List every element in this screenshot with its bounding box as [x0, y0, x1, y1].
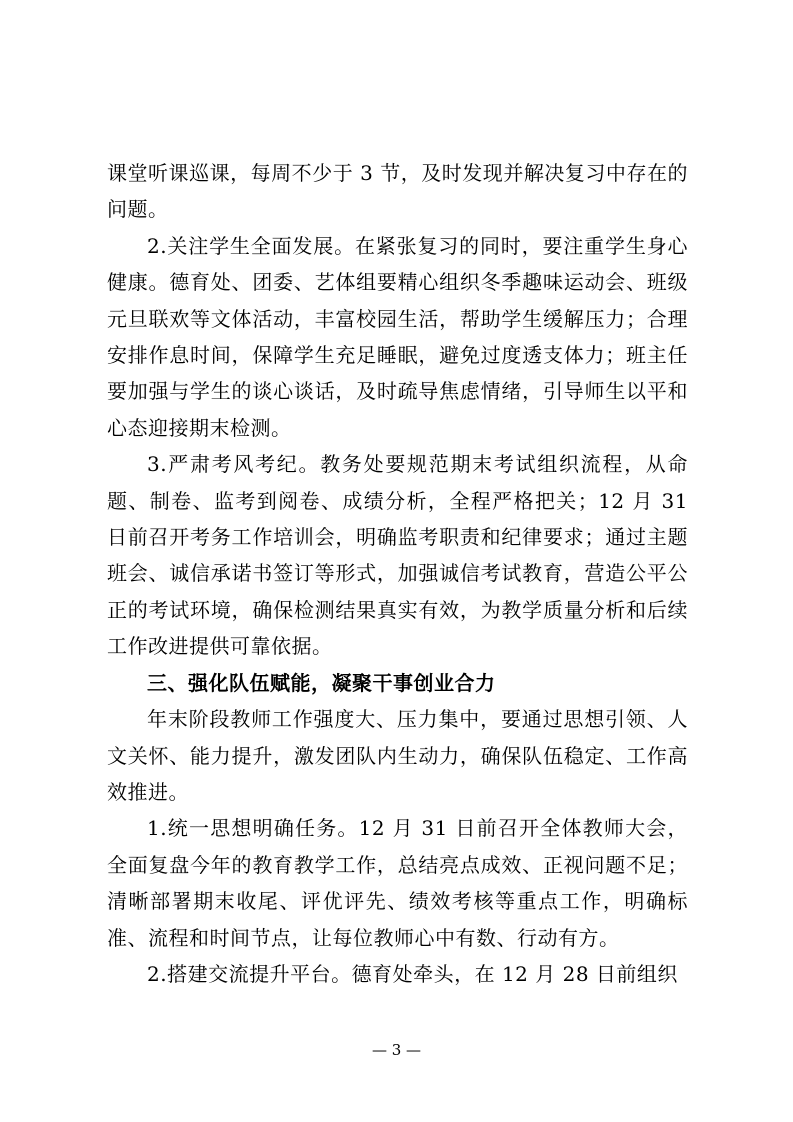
paragraph-exchange-platform: 2.搭建交流提升平台。德育处牵头，在 12 月 28 日前组织 — [147, 961, 678, 986]
paragraph-unify-thinking: 1.统一思想明确任务。12 月 31 日前召开全体教师大会，全面复盘今年的教育教学工作，总结亮点成效、正视问题不足；清晰部署期末收尾、评优评先、绩效考核等重点工作，明确标准、流程和时间节点，让每位教师心中有数、行动有方。 — [107, 816, 688, 950]
paragraph-exam-discipline: 3.严肃考风考纪。教务处要规范期末考试组织流程，从命题、制卷、监考到阅卷、成绩分析，全程严格把关；12 月 31 日前召开考务工作培训会，明确监考职责和纪律要求；通过主题班会、诚信承诺书签订等形式，加强诚信考试教育，营造公平公正的考试环境，确保检测结果真实有效，为教学质量分析和后续工作改进提供可靠依据。 — [107, 452, 688, 659]
page-number: — 3 — — [371, 1041, 422, 1059]
paragraph-student-development: 2.关注学生全面发展。在紧张复习的同时，要注重学生身心健康。德育处、团委、艺体组要精心组织冬季趣味运动会、班级元旦联欢等文体活动，丰富校园生活，帮助学生缓解压力；合理安排作息时间，保障学生充足睡眠，避免过度透支体力；班主任要加强与学生的谈心谈话，及时疏导焦虑情绪，引导师生以平和心态迎接期末检测。 — [107, 233, 688, 440]
paragraph-section-intro: 年末阶段教师工作强度大、压力集中，要通过思想引领、人文关怀、能力提升，激发团队内生动力，确保队伍稳定、工作高效推进。 — [107, 707, 688, 804]
section-heading: 三、强化队伍赋能，凝聚干事创业合力 — [147, 670, 496, 695]
paragraph-continuation: 课堂听课巡课，每周不少于 3 节，及时发现并解决复习中存在的问题。 — [107, 161, 688, 222]
body-text — [107, 155, 688, 992]
